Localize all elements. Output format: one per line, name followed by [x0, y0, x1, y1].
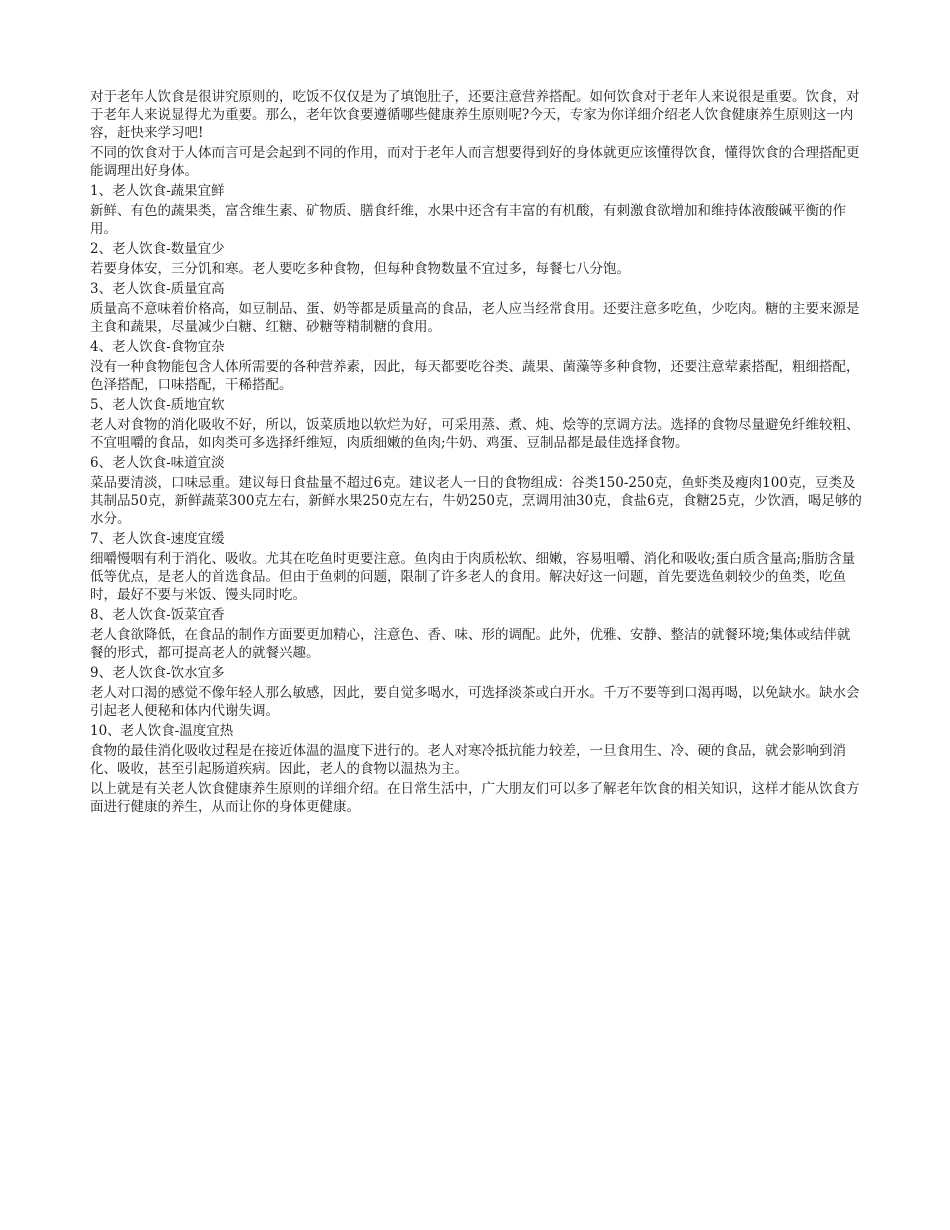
- section-body-2: 若要身体安，三分饥和寒。老人要吃多种食物，但每种食物数量不宜过多，每餐七八分饱。: [90, 261, 630, 277]
- section-body-3: 质量高不意味着价格高，如豆制品、蛋、奶等都是质量高的食品，老人应当经常食用。还要注意多吃鱼，少吃肉。糖的主要来源是主食和蔬果，尽量减少白糖、红糖、砂糖等精制糖的食用。: [90, 301, 860, 335]
- section-heading-3: 3、老人饮食-质量宜高: [90, 281, 225, 297]
- section-body-1: 新鲜、有色的蔬果类，富含维生素、矿物质、膳食纤维，水果中还含有丰富的有机酸，有刺激食欲增加和维持体液酸碱平衡的作用。: [90, 203, 846, 237]
- section-heading-4: 4、老人饮食-食物宜杂: [90, 339, 225, 355]
- section-heading-10: 10、老人饮食-温度宜热: [90, 723, 234, 739]
- section-heading-9: 9、老人饮食-饮水宜多: [90, 665, 225, 681]
- section-body-10: 食物的最佳消化吸收过程是在接近体温的温度下进行的。老人对寒冷抵抗能力较差，一旦食用生、冷、硬的食品，就会影响到消化、吸收，甚至引起肠道疾病。因此，老人的食物以温热为主。: [90, 743, 846, 777]
- intro-paragraph-1: 对于老年人饮食是很讲究原则的，吃饭不仅仅是为了填饱肚子，还要注意营养搭配。如何饮食对于老年人来说很是重要。饮食，对于老年人来说显得尤为重要。那么，老年饮食要遵循哪些健康养生原则呢?今天，专家为你详细介绍老人饮食健康养生原则这一内容，赶快来学习吧!: [90, 89, 860, 141]
- section-body-7: 细嚼慢咽有利于消化、吸收。尤其在吃鱼时更要注意。鱼肉由于肉质松软、细嫩，容易咀嚼、消化和吸收;蛋白质含量高;脂肪含量低等优点，是老人的首选食品。但由于鱼刺的问题，限制了许多老人的食用。解决好这一问题，首先要选鱼刺较少的鱼类，吃鱼时，最好不要与米饭、馒头同时吃。: [90, 551, 856, 603]
- intro-paragraph-2: 不同的饮食对于人体而言可是会起到不同的作用，而对于老年人而言想要得到好的身体就更应该懂得饮食，懂得饮食的合理搭配更能调理出好身体。: [90, 145, 860, 179]
- section-heading-6: 6、老人饮食-味道宜淡: [90, 455, 225, 471]
- section-heading-1: 1、老人饮食-蔬果宜鲜: [90, 183, 225, 199]
- section-body-8: 老人食欲降低，在食品的制作方面要更加精心，注意色、香、味、形的调配。此外，优雅、安静、整洁的就餐环境;集体或结伴就餐的形式，都可提高老人的就餐兴趣。: [90, 627, 851, 661]
- section-heading-2: 2、老人饮食-数量宜少: [90, 241, 225, 257]
- conclusion-paragraph: 以上就是有关老人饮食健康养生原则的详细介绍。在日常生活中，广大朋友们可以多了解老年饮食的相关知识，这样才能从饮食方面进行健康的养生，从而让你的身体更健康。: [90, 781, 860, 815]
- section-body-9: 老人对口渴的感觉不像年轻人那么敏感，因此，要自觉多喝水，可选择淡茶或白开水。千万不要等到口渴再喝，以免缺水。缺水会引起老人便秘和体内代谢失调。: [90, 685, 860, 719]
- section-heading-5: 5、老人饮食-质地宜软: [90, 397, 225, 413]
- section-heading-8: 8、老人饮食-饭菜宜香: [90, 607, 225, 623]
- section-body-6: 菜品要清淡，口味忌重。建议每日食盐量不超过6克。建议老人一日的食物组成：谷类150-250克，鱼虾类及瘦肉100克，豆类及其制品50克，新鲜蔬菜300克左右，新鲜水果250克左右，牛奶250克，烹调用油30克，食盐6克，食糖25克，少饮酒，喝足够的水分。: [90, 475, 862, 527]
- section-heading-7: 7、老人饮食-速度宜缓: [90, 531, 225, 547]
- section-body-4: 没有一种食物能包含人体所需要的各种营养素，因此，每天都要吃谷类、蔬果、菌藻等多种食物，还要注意荤素搭配，粗细搭配，色泽搭配，口味搭配，干稀搭配。: [90, 359, 860, 393]
- section-body-5: 老人对食物的消化吸收不好，所以，饭菜质地以软烂为好，可采用蒸、煮、炖、烩等的烹调方法。选择的食物尽量避免纤维较粗、不宜咀嚼的食品，如肉类可多选择纤维短，肉质细嫩的鱼肉;牛奶、鸡蛋、豆制品都是最佳选择食物。: [90, 417, 860, 451]
